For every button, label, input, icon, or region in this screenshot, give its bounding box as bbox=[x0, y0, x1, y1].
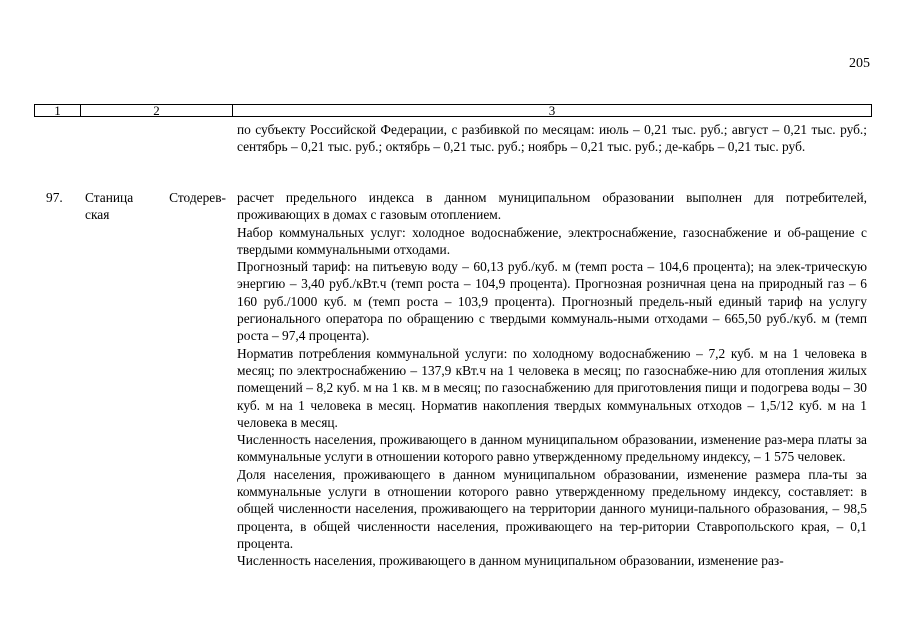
entry-name bbox=[85, 189, 226, 224]
header-col-2: 2 bbox=[81, 105, 233, 116]
entry-name-part2: Стодерев- bbox=[169, 190, 226, 205]
paragraph-norms: Норматив потребления коммунальной услуги: по холодному водоснабжению – 7,2 куб. м на 1 человека в месяц; по электроснабжению – 137,9 кВт.ч на 1 человека в месяц; по газоснабже-нию для отопления жилых помещений – 8,2 куб. м на 1 кв. м в месяц; по газоснабжению для приготовления пищи и подогрева воды – 30 куб. м на 1 человека в месяц. Норматив накопления твердых коммунальных отходов – 1,5/12 куб. м на 1 человека в месяц. bbox=[237, 345, 867, 430]
entry-name-part3: ская bbox=[85, 207, 110, 223]
paragraph-population-cont: Численность населения, проживающего в данном муниципальном образовании, изменение раз- bbox=[237, 553, 784, 569]
paragraph-population: Численность населения, проживающего в данном муниципальном образовании, изменение раз-мера платы за коммунальные услуги в отношении которого равно утвержденному предельному индексу, – 1 575 человек. bbox=[237, 432, 867, 465]
header-col-1: 1 bbox=[35, 105, 81, 116]
entry-number: 97. bbox=[46, 190, 63, 205]
continuation-text: по субъекту Российской Федерации, с разбивкой по месяцам: июль – 0,21 тыс. руб.; август – 0,21 тыс. руб.; сентябрь – 0,21 тыс. руб.; октябрь – 0,21 тыс. руб.; ноябрь – 0,21 тыс. руб.; де-кабрь – 0,21 тыс. руб. bbox=[237, 122, 867, 155]
table-header bbox=[34, 104, 872, 117]
page-number: 205 bbox=[849, 56, 870, 71]
paragraph-services: Набор коммунальных услуг: холодное водоснабжение, электроснабжение, газоснабжение и об-ращение с твердыми коммунальными отходами. bbox=[237, 224, 867, 257]
entry-name-part1: Станица bbox=[85, 190, 134, 205]
paragraph-share: Доля населения, проживающего в данном муниципальном образовании, изменение размера пла-ты за коммунальные услуги в отношении которого равно утвержденному предельному индексу, составляет: в общей численности населения, проживающего на территории данного муници-пального образования, – 98,5 процента, в общей численности населения, проживающего на тер-ритории Ставропольского края, – 0,1 процента. bbox=[237, 466, 867, 551]
paragraph-tariffs: Прогнозный тариф: на питьевую воду – 60,13 руб./куб. м (темп роста – 104,6 процента); на элек-трическую энергию – 3,40 руб./кВт.ч (темп роста – 104,9 процента). Прогнозная розничная цена на природный газ – 6 160 руб./1000 куб. м (темп роста – 103,9 процента). Прогнозный предель-ный единый тариф на услугу регионального оператора по обращению с твердыми коммуналь-ными отходами – 665,50 руб./куб. м (темп роста – 97,4 процента). bbox=[237, 259, 867, 344]
paragraph-scope: расчет предельного индекса в данном муниципальном образовании выполнен для потребителей, проживающих в домах с газовым отоплением. bbox=[237, 190, 867, 223]
entry-body bbox=[237, 189, 867, 570]
header-col-3: 3 bbox=[548, 103, 556, 118]
